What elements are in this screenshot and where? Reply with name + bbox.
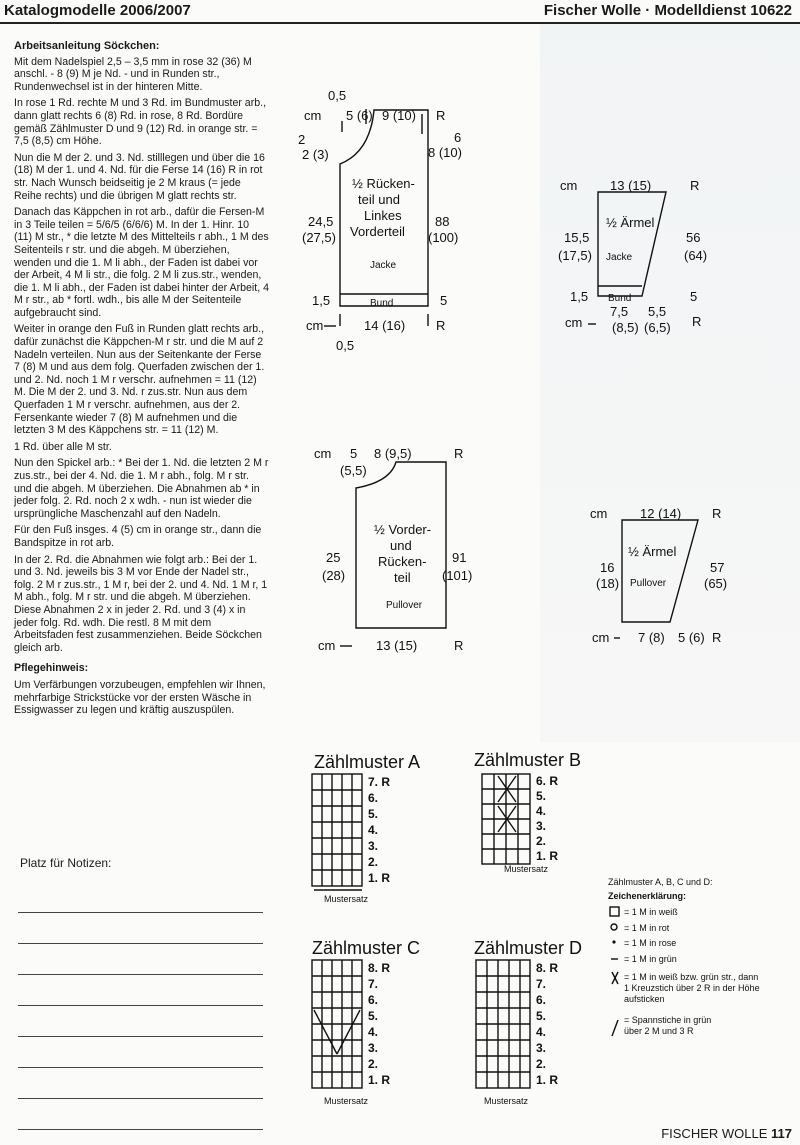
svg-text:2.: 2.: [536, 834, 547, 848]
svg-text:Rücken-: Rücken-: [378, 554, 427, 569]
svg-text:½ Ärmel: ½ Ärmel: [628, 544, 677, 559]
jacke-body-schematic: [298, 88, 462, 353]
svg-text:cm: cm: [592, 630, 610, 645]
svg-text:8. R: 8. R: [536, 961, 559, 975]
svg-text:5 (6): 5 (6): [678, 630, 705, 645]
svg-text:(5,5): (5,5): [340, 463, 367, 478]
svg-text:cm: cm: [590, 506, 608, 521]
svg-text:= 1 M in grün: = 1 M in grün: [624, 954, 677, 964]
svg-text:3.: 3.: [536, 1041, 547, 1055]
svg-text:14 (16): 14 (16): [364, 318, 406, 333]
notes-lines: [18, 882, 263, 1130]
svg-text:R: R: [454, 638, 464, 653]
chart-c-rows: [368, 961, 390, 1087]
svg-text:= 1 M in rot: = 1 M in rot: [624, 923, 670, 933]
svg-text:0,5: 0,5: [336, 338, 355, 353]
svg-text:Pullover: Pullover: [630, 578, 667, 589]
svg-text:Bund: Bund: [608, 293, 632, 304]
svg-text:7,5: 7,5: [610, 304, 629, 319]
svg-text:1,5: 1,5: [312, 293, 331, 308]
svg-text:½ Rücken-: ½ Rücken-: [352, 176, 415, 191]
svg-text:8. R: 8. R: [368, 961, 391, 975]
svg-text:8 (9,5): 8 (9,5): [374, 446, 412, 461]
svg-text:2.: 2.: [536, 1057, 547, 1071]
svg-text:R: R: [692, 314, 702, 329]
svg-text:cm: cm: [318, 638, 336, 653]
svg-text:= 1 M in weiß: = 1 M in weiß: [624, 907, 678, 917]
svg-text:7 (8): 7 (8): [638, 630, 665, 645]
svg-text:5,5: 5,5: [648, 304, 667, 319]
notes-title: Platz für Notizen:: [20, 856, 112, 870]
legend: [608, 877, 760, 1036]
svg-text:25: 25: [326, 550, 341, 565]
instruction-paragraph: Mit dem Nadelspiel 2,5 – 3,5 mm in rose 32 (36) M anschl. - 8 (9) M je Nd. - und in Runden str., Rundenwechsel ist in der hinteren Mitte.: [14, 55, 252, 93]
svg-text:91: 91: [452, 550, 467, 565]
page-header: [0, 0, 800, 24]
svg-text:6: 6: [454, 130, 462, 145]
svg-text:4.: 4.: [536, 804, 547, 818]
instruction-paragraph: Weiter in orange den Fuß in Runden glatt rechts arb., dafür zunächst die Käppchen-M r str. und die M auf 2 Nadeln verteilen. Nun aus der Seitenkante der Ferse 7 (8) M und aus dem folg. Querfaden zwischen der 1. und 2. Nd. noch 1 M r verschr. aufnehmen = 11 (12) M. Die M der 2. und 3. Nd. r zus.str. Nun aus dem Querfaden 1 M r verschr. aufnehmen, aus der 2. Fersenkante wieder 7 (8) M aufnehmen und die letzten 3 M des Käppchens str. = 11 (12) M.: [14, 323, 265, 437]
svg-text:teil: teil: [394, 570, 411, 585]
svg-text:= Spannstiche in grün: = Spannstiche in grün: [624, 1015, 712, 1025]
schematics-area: [278, 24, 800, 1134]
care-title: Pflegehinweis:: [14, 662, 89, 675]
chart-c-title: Zählmuster C: [312, 938, 421, 958]
svg-text:57: 57: [710, 560, 725, 575]
svg-text:1. R: 1. R: [368, 1073, 391, 1087]
instructions-column: [14, 40, 269, 721]
svg-text:R: R: [436, 318, 446, 333]
svg-text:2.: 2.: [368, 855, 379, 869]
svg-text:3.: 3.: [536, 819, 547, 833]
svg-text:13 (15): 13 (15): [610, 178, 652, 193]
chart-d-title: Zählmuster D: [474, 938, 583, 958]
svg-text:0,5: 0,5: [328, 88, 347, 103]
svg-text:R: R: [690, 178, 700, 193]
instructions-title: Arbeitsanleitung Söckchen:: [14, 40, 160, 52]
instruction-paragraph: In der 2. Rd. die Abnahmen wie folgt arb.: Bei der 1. und 3. Nd. jeweils bis 3 M vor Ende der Nadel str., folg. 2 M r zus.str., 1 M r, bei der 2. und 4. Nd. 1 M r, 1 M abh., folg. M r str. und die abgeh. M überziehen. Diese Abnahmen 2 x in jeder 2. Rd. und 3 (4) x in jeder folg. Rd. wdh. Die restl. 8 M mit dem Arbeitsfaden fest zusammenziehen. Beide Söckchen gleich arb.: [14, 553, 268, 654]
svg-text:7.: 7.: [536, 977, 547, 991]
svg-text:(28): (28): [322, 568, 346, 583]
svg-text:Vorderteil: Vorderteil: [350, 224, 405, 239]
svg-text:5: 5: [350, 446, 358, 461]
svg-text:5 (6): 5 (6): [346, 108, 373, 123]
svg-text:cm: cm: [560, 178, 578, 193]
instruction-paragraph: Für den Fuß insges. 4 (5) cm in orange str., dann die Bandspitze in rot arb.: [14, 524, 262, 549]
svg-text:3.: 3.: [368, 1041, 379, 1055]
svg-text:(100): (100): [428, 230, 459, 245]
svg-text:Mustersatz: Mustersatz: [484, 1096, 529, 1106]
svg-text:(17,5): (17,5): [558, 248, 592, 263]
chart-d-rows: [536, 961, 558, 1087]
chart-b-rows: [536, 774, 558, 863]
svg-text:6.: 6.: [368, 791, 379, 805]
svg-text:15,5: 15,5: [564, 230, 590, 245]
svg-text:cm: cm: [306, 318, 324, 333]
svg-text:R: R: [436, 108, 446, 123]
svg-text:4.: 4.: [368, 1025, 379, 1039]
svg-text:Jacke: Jacke: [606, 252, 633, 263]
svg-text:5: 5: [440, 293, 448, 308]
svg-text:5.: 5.: [368, 807, 379, 821]
svg-text:(18): (18): [596, 576, 620, 591]
footer-brand: FISCHER WOLLE: [661, 1126, 768, 1141]
chart-b-title: Zählmuster B: [474, 750, 582, 770]
svg-text:R: R: [454, 446, 464, 461]
svg-text:= 1 M in weiß bzw. grün str.,: = 1 M in weiß bzw. grün str., dann: [624, 972, 759, 982]
svg-text:4.: 4.: [536, 1025, 547, 1039]
svg-text:5: 5: [690, 289, 698, 304]
svg-text:Mustersatz: Mustersatz: [324, 894, 369, 904]
svg-text:über 2 M und 3 R: über 2 M und 3 R: [624, 1026, 694, 1036]
svg-text:88: 88: [435, 214, 450, 229]
svg-text:Jacke: Jacke: [370, 260, 397, 271]
model-service-title: Fischer Wolle · Modelldienst 10622: [543, 2, 792, 19]
chart-a-title: Zählmuster A: [314, 752, 421, 772]
svg-text:(8,5): (8,5): [612, 320, 639, 335]
instruction-paragraph: In rose 1 Rd. rechte M und 3 Rd. im Bundmuster arb., dann glatt rechts 6 (8) Rd. in rose, 8 Rd. Bordüre gemäß Zählmuster D und 9 (12) Rd. in orange str. = 7,5 (8,5) cm Höhe.: [14, 97, 267, 148]
svg-text:(65): (65): [704, 576, 728, 591]
svg-text:5.: 5.: [536, 1009, 547, 1023]
page-number: 117: [771, 1126, 792, 1141]
svg-text:24,5: 24,5: [308, 214, 334, 229]
pullover-body-schematic: [314, 446, 472, 653]
chart-a-rows: [368, 775, 390, 885]
svg-text:(6,5): (6,5): [644, 320, 671, 335]
svg-text:Linkes: Linkes: [364, 208, 402, 223]
svg-text:Zählmuster A, B, C und D:: Zählmuster A, B, C und D:: [608, 877, 713, 887]
pullover-sleeve-schematic: [590, 506, 727, 645]
svg-text:16: 16: [600, 560, 615, 575]
svg-text:Mustersatz: Mustersatz: [504, 864, 549, 874]
svg-text:R: R: [712, 630, 722, 645]
instruction-paragraph: Nun den Spickel arb.: * Bei der 1. Nd. die letzten 2 M r zus.str., bei der 4. Nd. die 1. M r abh., folg. M r str. und die abgeh. M überziehen. Die Abnahmen ab * in jeder folg. 2. Rd. noch 2 x wdh. - nun ist wieder die ursprüngliche Maschenzahl auf den Nadeln.: [14, 457, 269, 520]
jacke-sleeve-schematic: [558, 178, 707, 335]
svg-text:56: 56: [686, 230, 701, 245]
instruction-paragraph: 1 Rd. über alle M str.: [14, 440, 112, 453]
svg-text:3.: 3.: [368, 839, 379, 853]
catalog-title: Katalogmodelle 2006/2007: [4, 2, 191, 19]
svg-text:2.: 2.: [368, 1057, 379, 1071]
svg-text:und: und: [390, 538, 412, 553]
svg-text:Mustersatz: Mustersatz: [324, 1096, 369, 1106]
svg-text:13 (15): 13 (15): [376, 638, 418, 653]
svg-text:6.: 6.: [368, 993, 379, 1007]
svg-text:R: R: [712, 506, 722, 521]
svg-text:5.: 5.: [536, 789, 547, 803]
care-text: Um Verfärbungen vorzubeugen, empfehlen wir Ihnen, mehrfarbige Strickstücke vor der ersten Wäsche in Essigwasser zu legen und kräftig auszuspülen.: [14, 678, 266, 717]
svg-text:5.: 5.: [368, 1009, 379, 1023]
svg-text:(27,5): (27,5): [302, 230, 336, 245]
svg-text:cm: cm: [565, 315, 583, 330]
svg-text:(64): (64): [684, 248, 708, 263]
svg-text:cm: cm: [314, 446, 332, 461]
svg-text:1. R: 1. R: [536, 849, 559, 863]
svg-text:12 (14): 12 (14): [640, 506, 682, 521]
svg-text:½ Vorder-: ½ Vorder-: [374, 522, 432, 537]
svg-text:Pullover: Pullover: [386, 600, 423, 611]
svg-text:1. R: 1. R: [536, 1073, 559, 1087]
svg-text:½ Ärmel: ½ Ärmel: [606, 215, 655, 230]
svg-text:4.: 4.: [368, 823, 379, 837]
page-footer: [661, 1126, 792, 1141]
svg-text:teil und: teil und: [358, 192, 400, 207]
svg-text:cm: cm: [304, 108, 322, 123]
svg-text:1,5: 1,5: [570, 289, 589, 304]
svg-text:2 (3): 2 (3): [302, 147, 329, 162]
svg-text:1. R: 1. R: [368, 871, 391, 885]
instruction-paragraph: Danach das Käppchen in rot arb., dafür die Fersen-M in 3 Teile teilen = 5/6/5 (6/6/6) M. In der 1. Hinr. 10 (11) M str., * die letzte M des Mittelteils r abh., 1 M des Seitenteils r str. und die abgeh. M überziehen, wenden und die 1. M li abh., der Faden ist dabei vor der Arbeit, 4 M li str., die folg. 2 M li zus.str., wenden, die 1. M li abh., der Faden ist dabei hinter der Arbeit, 4 M r str., ab * fortl. wdh., bis alle M der Seitenteile aufgebraucht sind.: [14, 206, 269, 319]
svg-text:1 Kreuzstich über 2 R in der H: 1 Kreuzstich über 2 R in der Höhe: [624, 983, 760, 993]
svg-text:Bund: Bund: [370, 298, 394, 309]
svg-text:8 (10): 8 (10): [428, 145, 462, 160]
svg-text:7. R: 7. R: [368, 775, 391, 789]
svg-text:Zeichenerklärung:: Zeichenerklärung:: [608, 891, 687, 901]
svg-text:(101): (101): [442, 568, 473, 583]
svg-text:7.: 7.: [368, 977, 379, 991]
svg-text:2: 2: [298, 132, 306, 147]
svg-text:aufsticken: aufsticken: [624, 994, 665, 1004]
svg-text:6. R: 6. R: [536, 774, 559, 788]
svg-text:9 (10): 9 (10): [382, 108, 416, 123]
svg-text:6.: 6.: [536, 993, 547, 1007]
svg-text:= 1 M in rose: = 1 M in rose: [624, 938, 677, 948]
instruction-paragraph: Nun die M der 2. und 3. Nd. stilllegen und über die 16 (18) M der 1. und 4. Nd. für die Ferse 14 (16) R in rot str. Nach Wunsch beidseitig je 2 M kraus (= jede Reihe rechts) und die übrigen M glatt rechts str.: [14, 151, 265, 202]
